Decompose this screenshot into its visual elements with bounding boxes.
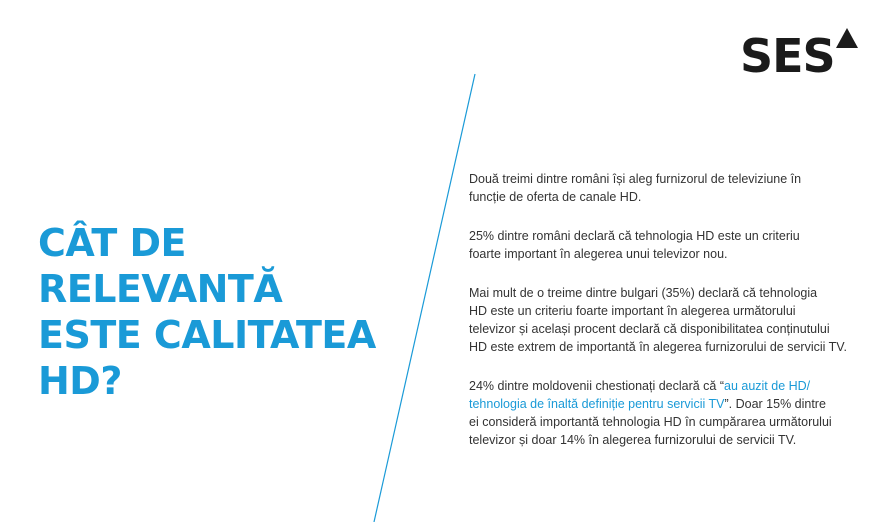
headline-line-1: CÂT DE xyxy=(38,221,186,265)
page-headline xyxy=(38,220,418,404)
paragraph-bulgaria: Mai mult de o treime dintre bulgari (35%) declară că tehnologia HD este un criteriu foarte important în alegerea următorului televizor și același procent declară că disponibilitatea conținutului HD este extrem de importantă în alegerea furnizorului de servicii TV. xyxy=(469,286,847,354)
hd-link-text-continued[interactable]: tehnologia de înaltă definiție pentru servicii TV xyxy=(469,397,725,411)
paragraph-romania-providers: Două treimi dintre români își aleg furnizorul de televiziune în funcție de oferta de canale HD. xyxy=(469,172,802,204)
hd-link-text[interactable]: au auzit de HD/ xyxy=(724,379,811,393)
paragraph-moldova: 24% dintre moldovenii chestionați declară că “au auzit de HD/ tehnologia de înaltă definiție pentru servicii TV”. Doar 15% dintre ei consideră importantă tehnologia HD în cumpărarea următorului televizor și doar 14% în alegerea furnizorului de servicii TV. xyxy=(469,379,832,447)
headline-line-3: ESTE CALITATEA xyxy=(38,313,376,357)
headline-line-4: HD? xyxy=(38,359,122,403)
headline-line-2: RELEVANTĂ xyxy=(38,267,283,311)
body-text xyxy=(469,170,864,470)
paragraph-romania-tv: 25% dintre români declară că tehnologia HD este un criteriu foarte important în alegerea unui televizor nou. xyxy=(469,229,800,261)
logo-text: SES xyxy=(740,29,835,83)
